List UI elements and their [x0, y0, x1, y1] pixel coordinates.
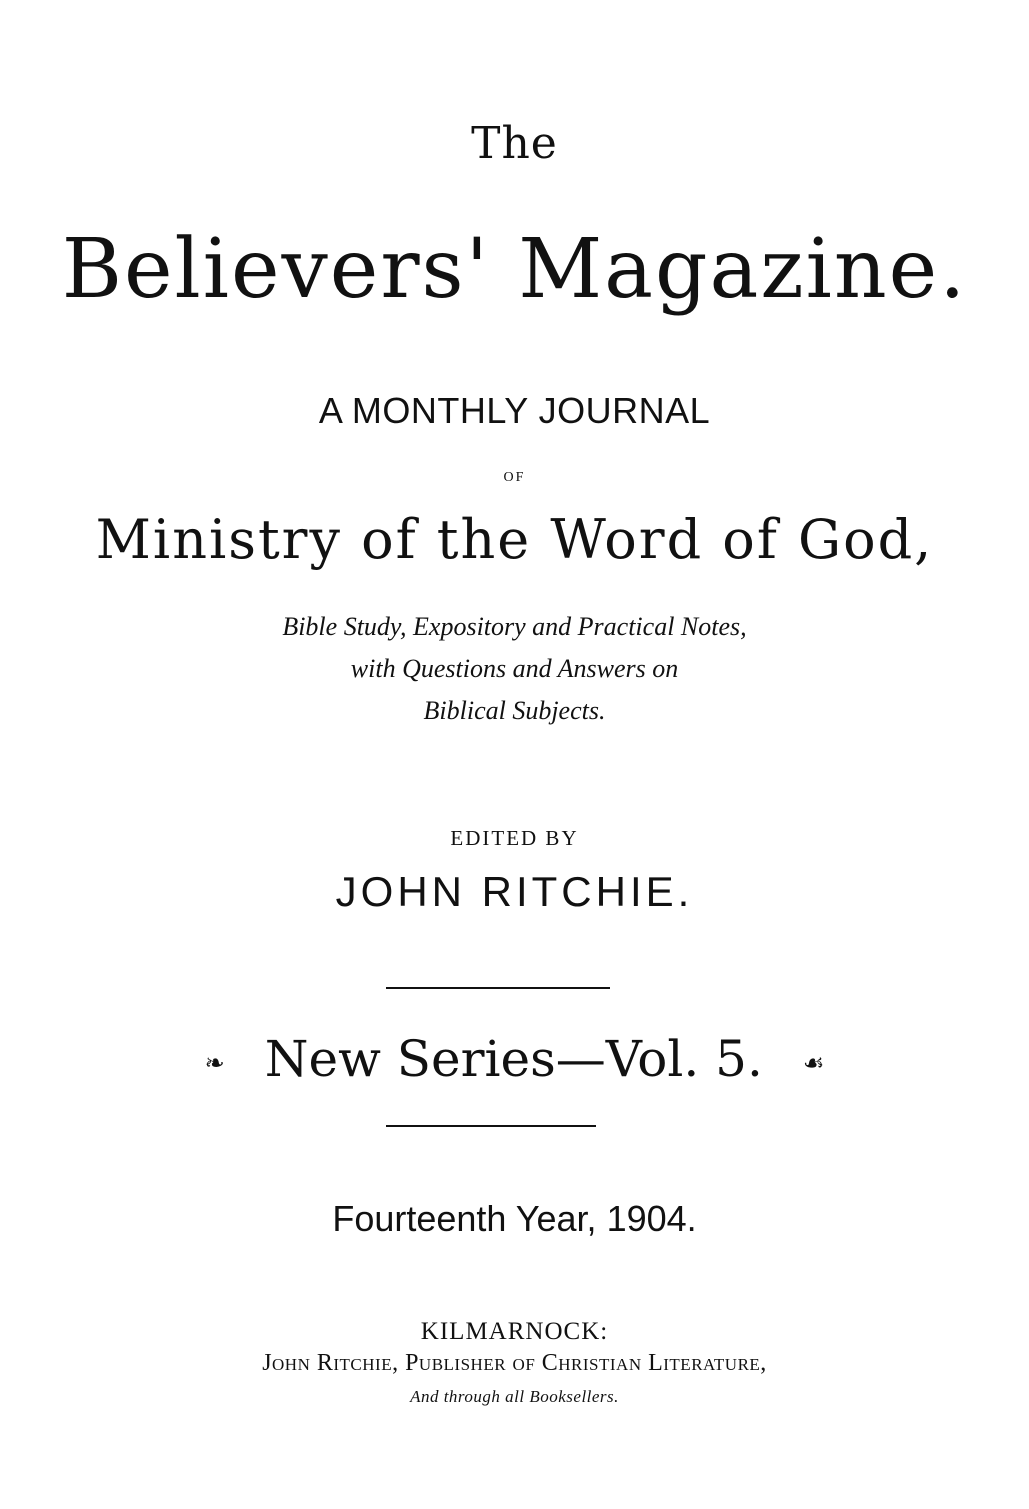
edited-by-label: EDITED BY: [450, 826, 579, 850]
magazine-title: Believers' Magazine.: [61, 222, 968, 317]
imprint-booksellers: And through all Booksellers.: [410, 1387, 619, 1406]
series-text: New Series—Vol. 5.: [264, 1030, 763, 1088]
divider-rule-top: [386, 987, 610, 989]
divider-rule-bottom: [386, 1125, 596, 1127]
description-line-1: Bible Study, Expository and Practical Notes,: [282, 612, 747, 641]
editor-name: JOHN RITCHIE.: [335, 868, 694, 915]
description-line-2: with Questions and Answers on: [350, 654, 679, 683]
imprint-place: KILMARNOCK:: [420, 1318, 609, 1345]
the-heading: The: [471, 118, 558, 169]
of-label: OF: [503, 470, 526, 485]
description-line-3: Biblical Subjects.: [423, 696, 606, 725]
ministry-heading: Ministry of the Word of God,: [95, 508, 934, 571]
fleuron-right-icon: ☙: [802, 1049, 825, 1077]
year-line: Fourteenth Year, 1904.: [332, 1198, 697, 1239]
series-line: [0, 1030, 1029, 1088]
imprint-publisher: John Ritchie, Publisher of Christian Literature,: [262, 1350, 767, 1376]
fleuron-left-icon: ❧: [204, 1049, 225, 1077]
journal-subtitle: A MONTHLY JOURNAL: [318, 390, 711, 431]
